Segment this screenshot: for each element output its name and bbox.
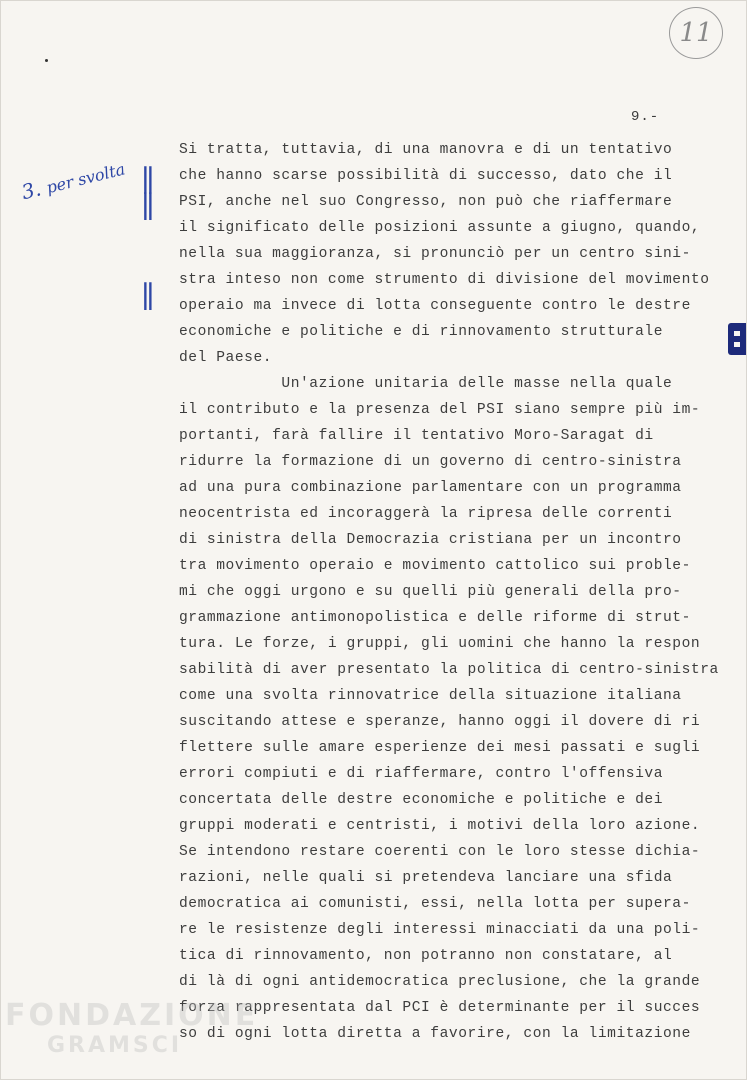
text-line: il contributo e la presenza del PSI siano sempre più im- xyxy=(179,402,701,418)
text-line: so di ogni lotta diretta a favorire, con la limitazione xyxy=(179,1026,691,1042)
page-number: 9.- xyxy=(631,109,660,125)
text-line: re le resistenze degli interessi minacciati da una poli- xyxy=(179,922,701,938)
watermark-line1: FONDAZIONE xyxy=(5,998,259,1033)
text-line: economiche e politiche e di rinnovamento strutturale xyxy=(179,324,663,340)
text-line: flettere sulle amare esperienze dei mesi passati e sugli xyxy=(179,740,701,756)
text-line: stra inteso non come strumento di divisione del movimento xyxy=(179,272,710,288)
text-line: forza rappresentata dal PCI è determinante per il succes xyxy=(179,1000,701,1016)
text-line: di sinistra della Democrazia cristiana per un incontro xyxy=(179,532,682,548)
text-line: che hanno scarse possibilità di successo, dato che il xyxy=(179,168,673,184)
typewritten-text xyxy=(179,137,719,1047)
watermark-line2: GRAMSCI xyxy=(47,1033,183,1058)
archive-number-stamp: 11 xyxy=(669,7,723,59)
text-line: tura. Le forze, i gruppi, gli uomini che hanno la respon xyxy=(179,636,701,652)
text-line: grammazione antimonopolistica e delle riforme di strut- xyxy=(179,610,691,626)
text-line: ad una pura combinazione parlamentare con un programma xyxy=(179,480,682,496)
text-line: del Paese. xyxy=(179,350,273,366)
text-line: ridurre la formazione di un governo di centro-sinistra xyxy=(179,454,682,470)
margin-bracket-mark: ∥ xyxy=(141,280,155,315)
text-line: neocentrista ed incoraggerà la ripresa delle correnti xyxy=(179,506,673,522)
text-line: suscitando attese e speranze, hanno oggi il dovere di ri xyxy=(179,714,701,730)
text-line: Un'azione unitaria delle masse nella quale xyxy=(179,376,673,392)
text-line: concertata delle destre economiche e politiche e dei xyxy=(179,792,663,808)
text-line: nella sua maggioranza, si pronunciò per un centro sini- xyxy=(179,246,691,262)
side-index-tab xyxy=(728,323,746,355)
margin-bracket-mark: ∥ xyxy=(141,164,155,199)
text-line: Se intendono restare coerenti con le loro stesse dichia- xyxy=(179,844,701,860)
ink-dot xyxy=(45,59,48,62)
text-line: democratica ai comunisti, essi, nella lotta per supera- xyxy=(179,896,691,912)
text-line: tra movimento operaio e movimento cattolico sui proble- xyxy=(179,558,691,574)
text-line: errori compiuti e di riaffermare, contro l'offensiva xyxy=(179,766,663,782)
text-line: sabilità di aver presentato la politica di centro-sinistra xyxy=(179,662,719,678)
text-line: il significato delle posizioni assunte a giugno, quando, xyxy=(179,220,701,236)
text-line: di là di ogni antidemocratica preclusione, che la grande xyxy=(179,974,701,990)
text-line: portanti, farà fallire il tentativo Moro-Saragat di xyxy=(179,428,654,444)
text-line: mi che oggi urgono e su quelli più generali della pro- xyxy=(179,584,682,600)
text-line: come una svolta rinnovatrice della situazione italiana xyxy=(179,688,682,704)
margin-note-text: per svolta xyxy=(44,159,127,198)
text-line: tica di rinnovamento, non potranno non constatare, al xyxy=(179,948,673,964)
margin-note-number: 3. xyxy=(19,176,44,205)
watermark xyxy=(5,998,259,1061)
handwritten-margin-note xyxy=(19,155,127,204)
text-line: PSI, anche nel suo Congresso, non può che riaffermare xyxy=(179,194,673,210)
text-line: Si tratta, tuttavia, di una manovra e di un tentativo xyxy=(179,142,673,158)
text-line: gruppi moderati e centristi, i motivi della loro azione. xyxy=(179,818,701,834)
margin-bracket-mark: ∥ xyxy=(141,190,155,225)
text-line: razioni, nelle quali si pretendeva lanciare una sfida xyxy=(179,870,673,886)
text-line: operaio ma invece di lotta conseguente contro le destre xyxy=(179,298,691,314)
